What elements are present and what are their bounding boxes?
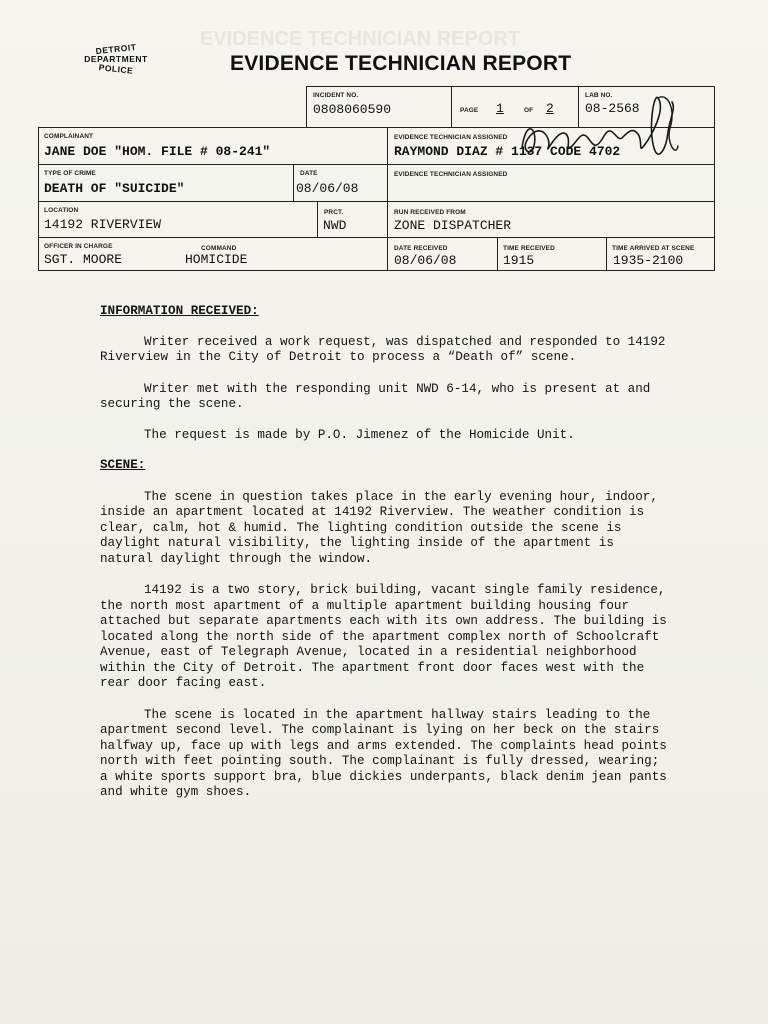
paragraph-building-description: 14192 is a two story, brick building, vacant single family residence, the north most apartment of a multiple apartment building housing four attached but separate apartments each with its own address. The building is located along the north side of the apartment complex north of Schoolcraft Avenue, east of Telegraph Avenue, located in a residential neighborhood within the City of Detroit. The apartment front door faces west with the rear door facing east. bbox=[100, 583, 667, 690]
complainant-value: JANE DOE "HOM. FILE # 08-241" bbox=[44, 144, 271, 159]
technician-label: EVIDENCE TECHNICIAN ASSIGNED bbox=[394, 134, 508, 141]
incident-no-value: 0808060590 bbox=[313, 102, 392, 117]
paragraph-responding-unit: Writer met with the responding unit NWD 6-14, who is present at and securing the scene. bbox=[100, 381, 651, 411]
incident-no-label: INCIDENT NO. bbox=[313, 92, 359, 99]
time-received-value: 1915 bbox=[503, 253, 535, 268]
report-body bbox=[100, 300, 672, 801]
run-received-value: ZONE DISPATCHER bbox=[394, 218, 512, 233]
lab-no-value: 08-2568 bbox=[585, 101, 640, 116]
command-label: COMMAND bbox=[201, 245, 237, 252]
technician-value: RAYMOND DIAZ # 1137 CODE 4702 bbox=[394, 144, 621, 159]
crime-type-label: TYPE OF CRIME bbox=[44, 170, 96, 177]
paragraph-request-made-by: The request is made by P.O. Jimenez of the Homicide Unit. bbox=[144, 427, 575, 442]
page-label: PAGE bbox=[460, 107, 479, 114]
seal-line-2: DEPARTMENT bbox=[84, 54, 148, 64]
location-cell bbox=[38, 201, 318, 238]
time-arrived-value: 1935-2100 bbox=[613, 253, 684, 268]
time-arrived-cell bbox=[606, 237, 715, 271]
time-arrived-label: TIME ARRIVED AT SCENE bbox=[612, 245, 695, 252]
prct-cell bbox=[317, 201, 388, 238]
officer-cell bbox=[38, 237, 388, 271]
time-received-cell bbox=[497, 237, 607, 271]
command-value: HOMICIDE bbox=[185, 252, 248, 267]
complainant-cell bbox=[38, 127, 388, 165]
prct-value: NWD bbox=[323, 218, 347, 233]
seal-line-1: DETROIT bbox=[95, 41, 137, 57]
page-of-label: OF bbox=[524, 107, 534, 114]
report-title: EVIDENCE TECHNICIAN REPORT bbox=[230, 52, 572, 75]
prct-label: PRCT. bbox=[324, 209, 344, 216]
bleed-through-title: EVIDENCE TECHNICIAN REPORT bbox=[200, 28, 521, 50]
location-label: LOCATION bbox=[44, 207, 79, 214]
incident-no-cell bbox=[306, 86, 452, 128]
time-received-label: TIME RECEIVED bbox=[503, 245, 555, 252]
officer-value: SGT. MOORE bbox=[44, 252, 123, 267]
date-cell bbox=[293, 164, 388, 202]
paragraph-scene-description: The scene in question takes place in the early evening hour, indoor, inside an apartment located at 14192 Riverview. The weather condition is clear, calm, hot & humid. The lighting condition outside the scene is daylight natural visibility, the lighting inside of the apartment is natural daylight through the window. bbox=[100, 489, 658, 566]
page-total: 2 bbox=[546, 101, 554, 116]
location-value: 14192 RIVERVIEW bbox=[44, 217, 162, 232]
page-current: 1 bbox=[496, 101, 504, 116]
heading-scene: SCENE: bbox=[100, 458, 146, 472]
date-received-value: 08/06/08 bbox=[394, 253, 457, 268]
crime-type-cell bbox=[38, 164, 294, 202]
seal-line-3: POLICE bbox=[98, 62, 134, 76]
paragraph-work-request: Writer received a work request, was dispatched and responded to 14192 Riverview in the City of Detroit to process a “Death of” scene. bbox=[100, 334, 666, 364]
lab-no-label: LAB NO. bbox=[585, 92, 613, 99]
date-label: DATE bbox=[300, 170, 318, 177]
crime-type-value: DEATH OF "SUICIDE" bbox=[44, 181, 185, 196]
date-received-label: DATE RECEIVED bbox=[394, 245, 448, 252]
date-received-cell bbox=[387, 237, 498, 271]
handwritten-signature bbox=[508, 88, 688, 168]
technician-2-cell bbox=[387, 164, 715, 202]
heading-information-received: INFORMATION RECEIVED: bbox=[100, 304, 259, 318]
technician-2-label: EVIDENCE TECHNICIAN ASSIGNED bbox=[394, 171, 508, 178]
run-received-label: RUN RECEIVED FROM bbox=[394, 209, 466, 216]
date-value: 08/06/08 bbox=[296, 181, 359, 196]
paragraph-complainant-position: The scene is located in the apartment hallway stairs leading to the apartment second level. The complainant is lying on her beck on the stairs halfway up, face up with legs and arms extended. The complaints head points north with feet pointing south. The complainant is fully dressed, wearing; a white sports support bra, blue dickies underpants, black denim jean pants and white gym shoes. bbox=[100, 707, 667, 799]
run-received-cell bbox=[387, 201, 715, 238]
complainant-label: COMPLAINANT bbox=[44, 133, 94, 140]
officer-label: OFFICER IN CHARGE bbox=[44, 243, 113, 250]
